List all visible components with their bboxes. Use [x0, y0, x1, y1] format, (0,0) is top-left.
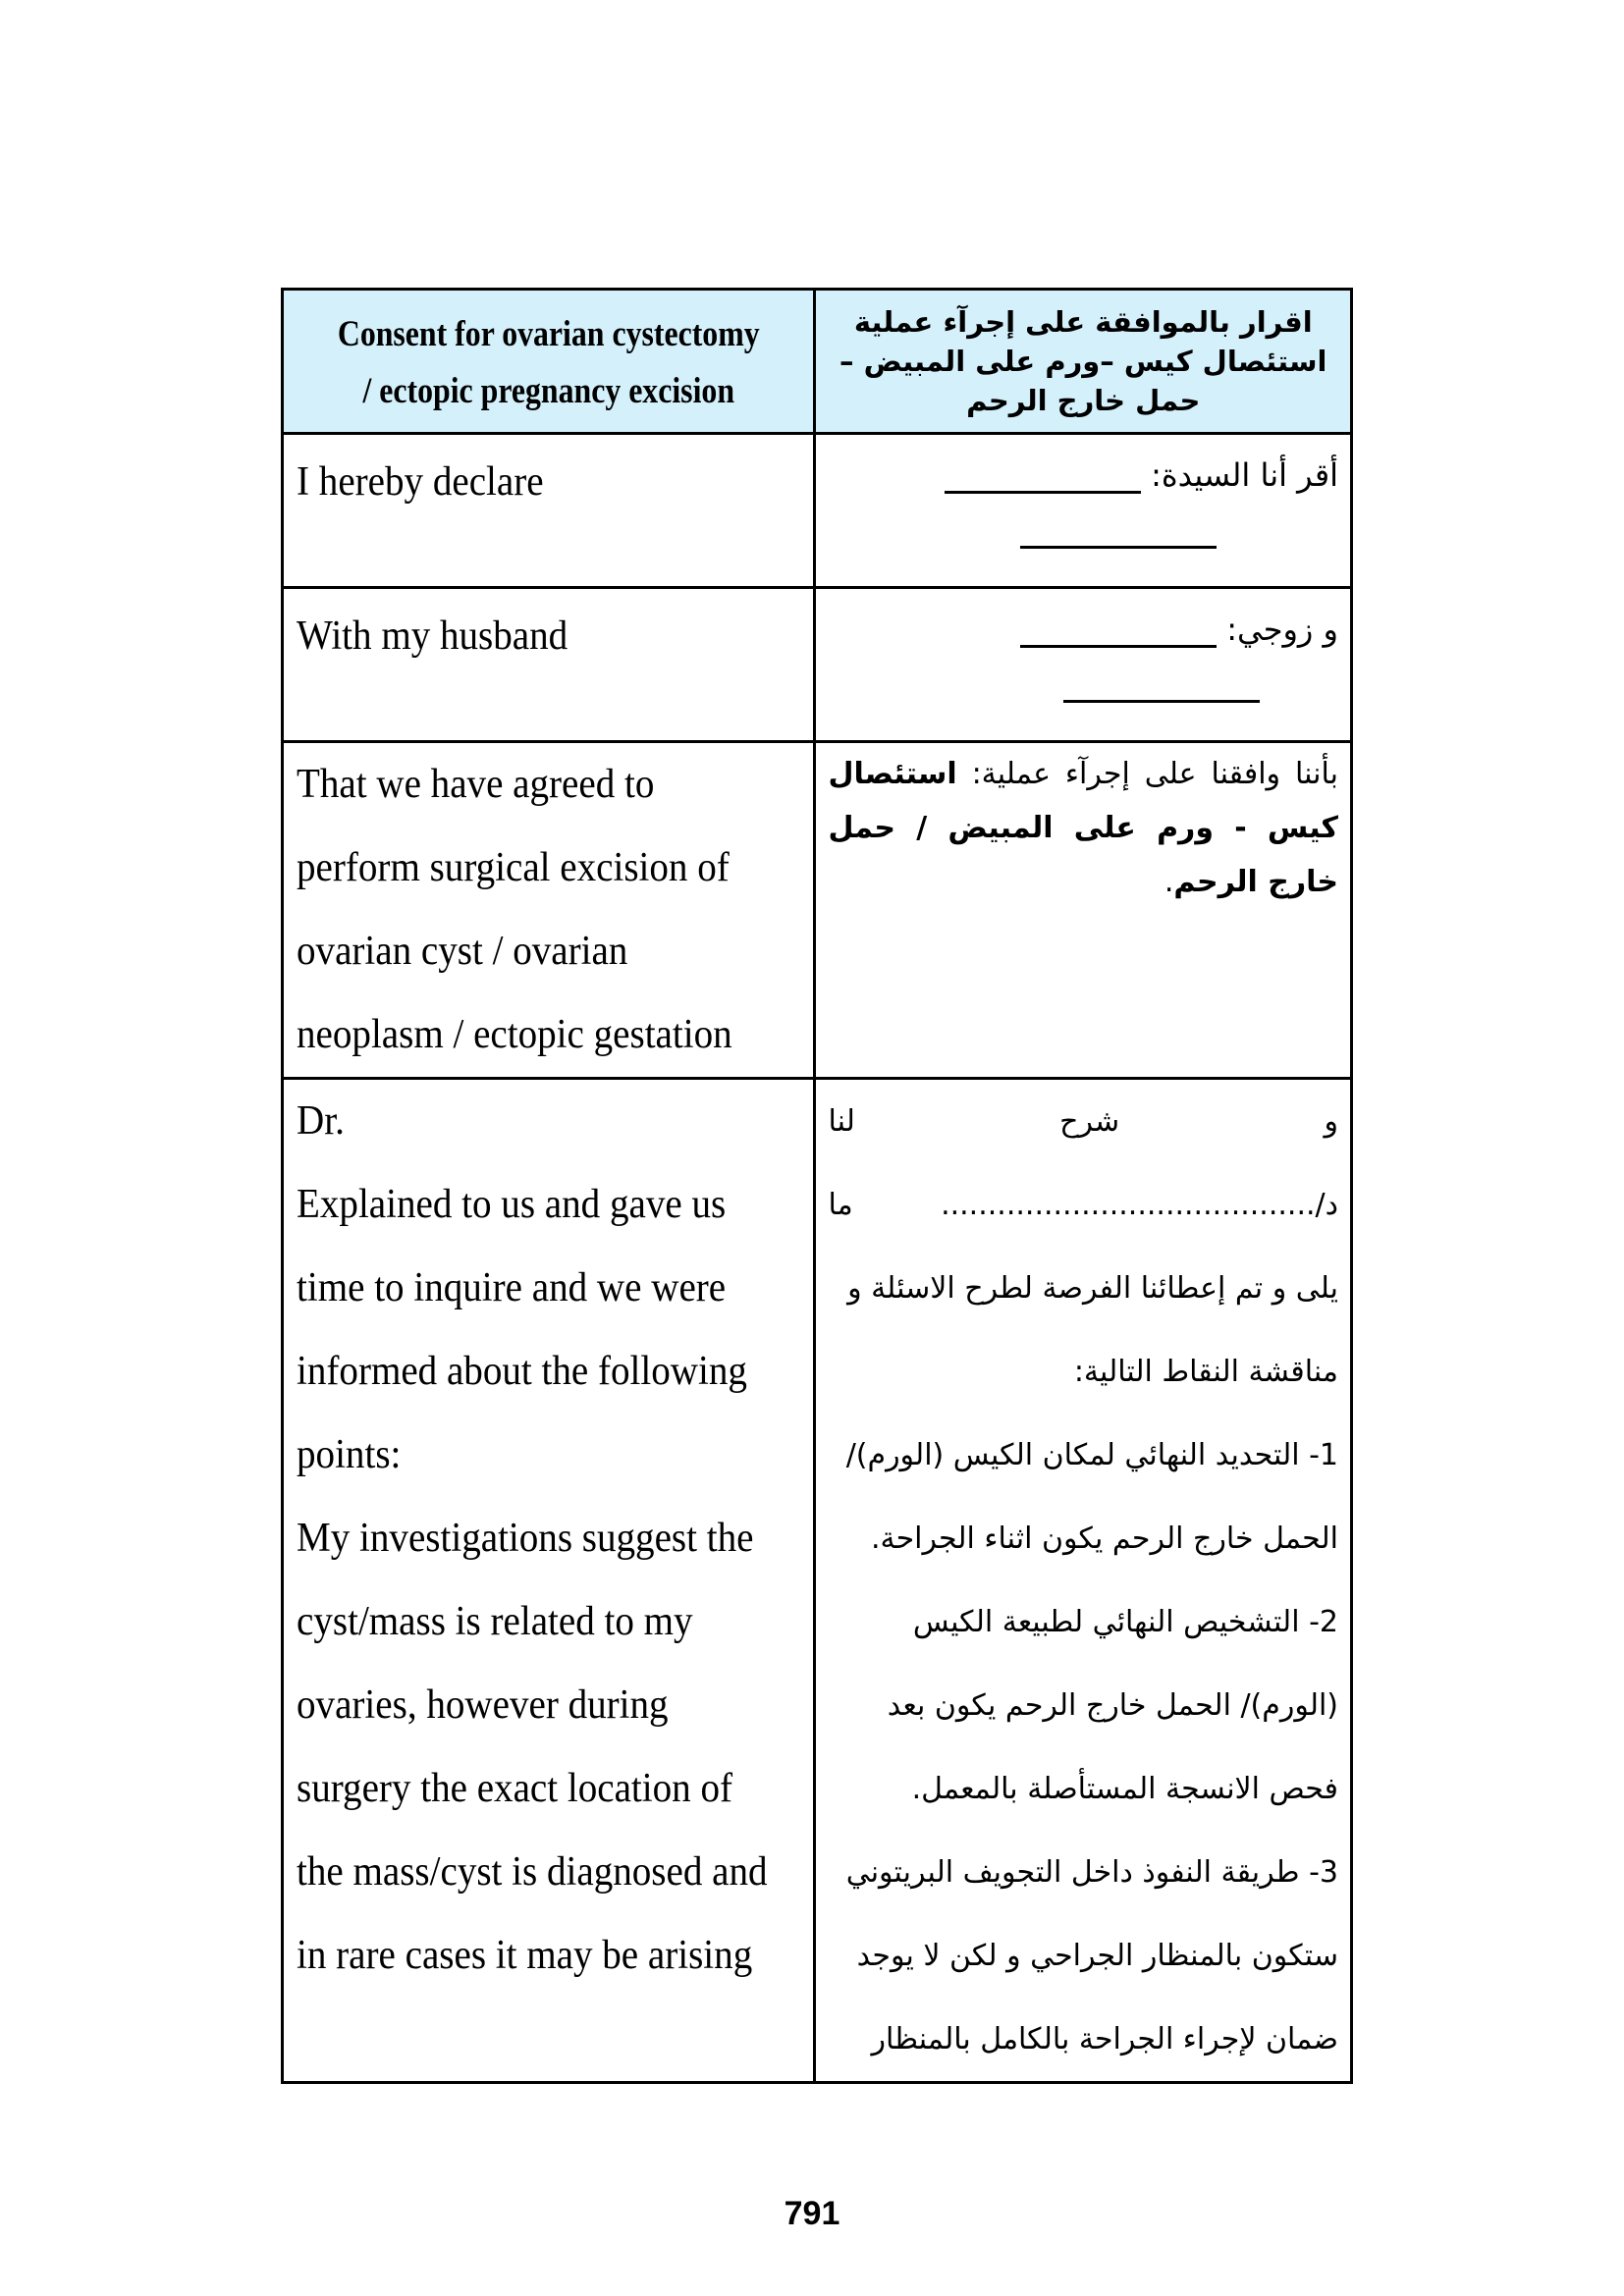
english-cell	[283, 1079, 815, 2083]
arabic-cell	[815, 742, 1352, 1079]
wife-label: أقر أنا السيدة:	[1151, 456, 1338, 494]
declare-text: I hereby declare	[297, 459, 544, 505]
explanation-text: Dr. Explained to us and gave us time to inquire and we were informed about the following points: My investigations suggest the cyst/mass is related to my ovaries, however during surgery the exact location of the mass/cyst is diagnosed and in rare cases it may be arising	[297, 1098, 768, 1978]
explanation-arabic-text: و شرح لنا د/........................................ ما يلى و تم إعطائنا الفرصة لطرح الاسئلة و مناقشة النقاط التالية: 1- التحديد النهائي لمكان الكيس (الورم)/ الحمل خارج الرحم يكون اثناء الجراحة. 2- التشخيص النهائي لطبيعة الكيس (الورم)/ الحمل خارج الرحم يكون بعد فحص الانسجة المستأصلة بالمعمل. 3- طريقة النفوذ داخل التجويف البريتوني ستكون بالمنظار الجراحي و لكن لا يوجد ضمان لإجراء الجراحة بالكامل بالمنظار	[816, 1080, 1350, 2081]
agreement-text: That we have agreed to perform surgical excision of ovarian cyst / ovarian neoplasm / ectopic gestation	[297, 762, 732, 1057]
procedure-name: استئصال كيس - ورم على المبيض / حمل خارج الرحم	[828, 757, 1338, 899]
consent-form-table	[281, 288, 1353, 2084]
arabic-cell	[815, 588, 1352, 742]
husband-name-line-2[interactable]	[1063, 700, 1260, 703]
header-english-cell	[283, 290, 815, 434]
table-row-husband	[283, 588, 1352, 742]
english-cell	[283, 742, 815, 1079]
table-row-agreement	[283, 742, 1352, 1079]
wife-name-line-2[interactable]	[1020, 546, 1217, 549]
wife-name-field[interactable]	[816, 435, 1350, 549]
doctor-name-field[interactable]: د/........................................ ما	[828, 1188, 1338, 1222]
table-row-declare	[283, 434, 1352, 588]
header-row	[283, 290, 1352, 434]
husband-name-field[interactable]	[816, 589, 1350, 703]
english-cell	[283, 434, 815, 588]
header-english-title: Consent for ovarian cystectomy / ectopic pregnancy excision	[337, 314, 760, 411]
husband-text: With my husband	[297, 614, 568, 659]
english-cell	[283, 588, 815, 742]
arabic-cell	[815, 434, 1352, 588]
agreement-arabic-text: بأننا وافقنا على إجرآء عملية: استئصال كيس - ورم على المبيض / حمل خارج الرحم.	[828, 757, 1338, 899]
arabic-cell	[815, 1079, 1352, 2083]
husband-name-line-1[interactable]	[1020, 645, 1217, 648]
wife-name-line-1[interactable]	[945, 491, 1141, 494]
header-arabic-title: اقرار بالموافقة على إجرآء عملية استئصال كيس –ورم على المبيض – حمل خارج الرحم	[839, 305, 1327, 417]
page-number: 791	[784, 2195, 840, 2232]
husband-label: و زوجي:	[1226, 611, 1338, 648]
table-row-explanation	[283, 1079, 1352, 2083]
header-arabic-cell	[815, 290, 1352, 434]
arabic-line-1: و شرح لنا	[828, 1104, 1338, 1139]
